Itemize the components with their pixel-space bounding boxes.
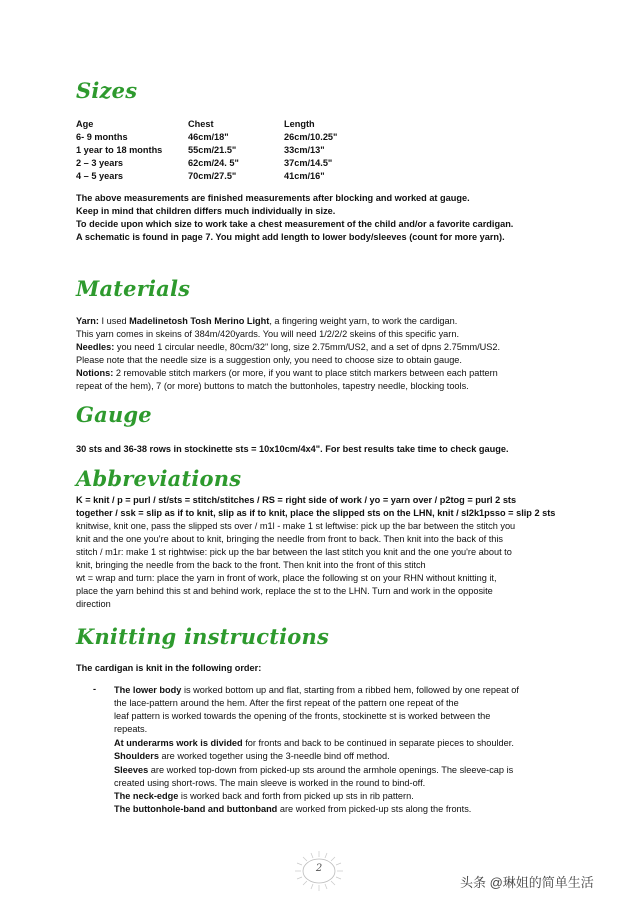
page-number	[291, 849, 347, 893]
needles-text: you need 1 circular needle, 80cm/32" long, size 2.75mm/US2, and a set of dpns 2.75mm/US2.	[114, 342, 501, 352]
sizes-note: A schematic is found in page 7. You might add length to lower body/sleeves (count for more yarn).	[76, 232, 505, 242]
materials-needles-line	[76, 341, 500, 354]
cell-age: 6- 9 months	[76, 132, 128, 142]
notions-label: Notions:	[76, 368, 114, 378]
abbreviation-line: together / ssk = slip as if to knit, slip as if to knit, place the slipped sts on the LHN, knit / sl2k1psso = slip 2 sts	[76, 508, 556, 518]
cell-chest: 62cm/24. 5"	[188, 158, 239, 168]
table-row	[76, 131, 404, 144]
table-row	[76, 170, 404, 183]
gauge-text: 30 sts and 36-38 rows in stockinette sts = 10x10cm/4x4". For best results take time to check gauge.	[76, 444, 509, 454]
gauge-heading: Gauge	[76, 402, 152, 427]
list-item: At underarms work is divided for fronts and back to be continued in separate pieces to shoulder.	[114, 738, 514, 748]
cell-age: 4 – 5 years	[76, 171, 124, 181]
bullet-dash: -	[93, 684, 97, 694]
watermark: 头条 @琳姐的简单生活	[460, 875, 594, 890]
abbreviation-line: K = knit / p = purl / st/sts = stitch/stitches / RS = right side of work / yo = yarn over / p2tog = purl 2 sts	[76, 495, 517, 505]
header-chest: Chest	[188, 119, 214, 129]
table-row	[76, 157, 404, 170]
list-item: the lace-pattern around the hem. After the first repeat of the pattern one repeat of the	[114, 698, 459, 708]
header-age: Age	[76, 119, 94, 129]
table-row	[76, 144, 404, 157]
list-item: Sleeves are worked top-down from picked-up sts around the armhole openings. The sleeve-cap is	[114, 765, 514, 775]
list-item: The buttonhole-band and buttonband are worked from picked-up sts along the fronts.	[114, 804, 472, 814]
cell-length: 41cm/16"	[284, 171, 325, 181]
list-item: The lower body is worked bottom up and flat, starting from a ribbed hem, followed by one repeat of	[114, 685, 519, 695]
abbreviation-line: knitwise, knit one, pass the slipped sts over / m1l - make 1 st leftwise: pick up the bar between the stitch you	[76, 521, 516, 531]
yarn-label: Yarn:	[76, 316, 99, 326]
knitting-intro: The cardigan is knit in the following order:	[76, 663, 262, 673]
abbreviation-line: stitch / m1r: make 1 st rightwise: pick up the bar between the last stitch you knit and the one you're about to	[76, 547, 512, 557]
materials-line: This yarn comes in skeins of 384m/420yards. You will need 1/2/2/2 skeins of this specific yarn.	[76, 329, 460, 339]
materials-line: Please note that the needle size is a suggestion only, you need to choose size to obtain gauge.	[76, 355, 462, 365]
abbreviation-line: knit, bringing the needle from the back to the front. Then knit into the front of this stitch	[76, 560, 426, 570]
abbreviation-line: knit and the one you're about to knit, bringing the needle from front to back. Then knit into the back of this	[76, 534, 504, 544]
cell-age: 2 – 3 years	[76, 158, 124, 168]
header-length: Length	[284, 119, 315, 129]
cell-length: 37cm/14.5"	[284, 158, 333, 168]
list-item: created using short-rows. The main sleeve is worked in the round to bind-off.	[114, 778, 426, 788]
abbreviation-line: direction	[76, 599, 111, 609]
materials-line: repeat of the hem), 7 (or more) buttons to match the buttonholes, tapestry needle, blocking tools.	[76, 381, 469, 391]
sizes-note: To decide upon which size to work take a chest measurement of the child and/or a favorite cardigan.	[76, 219, 514, 229]
page-number-text: 2	[315, 863, 323, 874]
sizes-note: The above measurements are finished measurements after blocking and worked at gauge.	[76, 193, 470, 203]
abbreviation-line: wt = wrap and turn: place the yarn in front of work, place the following st on your RHN without knitting it,	[76, 573, 497, 583]
list-item: leaf pattern is worked towards the opening of the fronts, stockinette st is worked between the	[114, 711, 491, 721]
cell-length: 26cm/10.25"	[284, 132, 338, 142]
yarn-name: Madelinetosh Tosh Merino Light	[129, 316, 270, 326]
table-header-row	[76, 118, 404, 131]
materials-notions-line	[76, 367, 498, 380]
yarn-pre: I used	[98, 316, 130, 326]
cell-chest: 55cm/21.5"	[188, 145, 237, 155]
cell-chest: 70cm/27.5"	[188, 171, 237, 181]
materials-heading: Materials	[76, 276, 191, 301]
yarn-post: , a fingering weight yarn, to work the cardigan.	[269, 316, 458, 326]
cell-age: 1 year to 18 months	[76, 145, 163, 155]
cell-chest: 46cm/18"	[188, 132, 229, 142]
list-item: Shoulders are worked together using the 3-needle bind off method.	[114, 751, 390, 761]
notions-text: 2 removable stitch markers (or more, if you want to place stitch markers between each pattern	[113, 368, 498, 378]
materials-yarn-line	[76, 315, 457, 328]
cell-length: 33cm/13"	[284, 145, 325, 155]
knitting-heading: Knitting instructions	[76, 624, 330, 649]
needles-label: Needles:	[76, 342, 115, 352]
sizes-note: Keep in mind that children differs much individually in size.	[76, 206, 336, 216]
abbreviation-line: place the yarn behind this st and behind work, replace the st to the LHN. Turn and work in the opposite	[76, 586, 493, 596]
abbreviations-heading: Abbreviations	[76, 466, 242, 491]
list-item: The neck-edge is worked back and forth from picked up sts in rib pattern.	[114, 791, 414, 801]
list-item: repeats.	[114, 724, 148, 734]
sizes-heading: Sizes	[76, 78, 138, 103]
sizes-table	[76, 118, 404, 183]
